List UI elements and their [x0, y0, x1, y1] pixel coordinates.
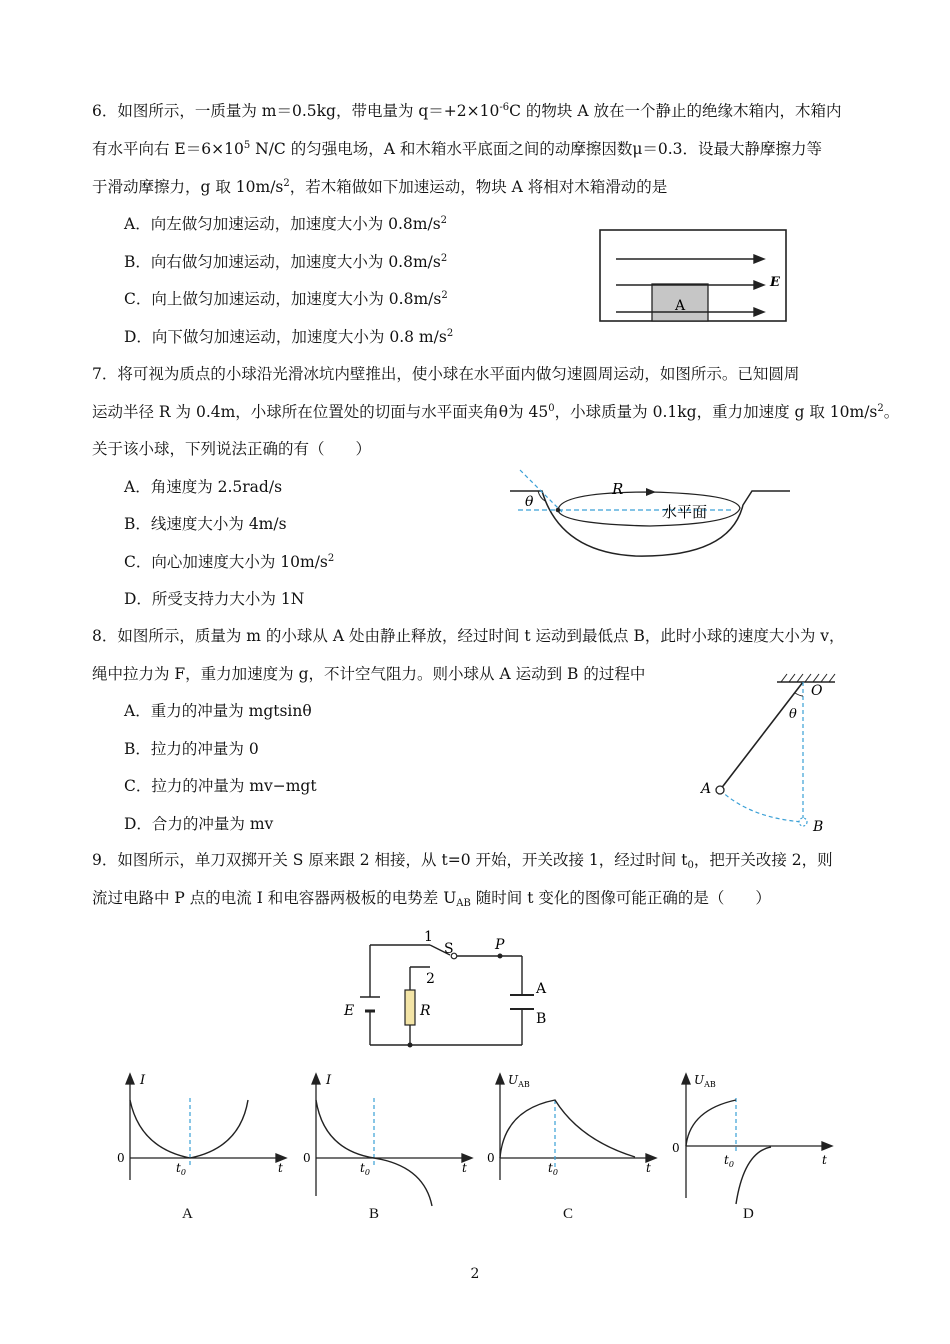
q9-line2: 流过电路中 P 点的电流 I 和电容器两极板的电势差 $U_{AB}$ 随时间 t 变化的图像可能正确的是（ ）: [92, 889, 771, 909]
q8-option-c[interactable]: C．拉力的冲量为 mv−mgt: [124, 777, 317, 795]
graph-c-axes: [496, 1074, 656, 1180]
theta-label: θ: [525, 494, 534, 510]
q6-option-d[interactable]: D．向下做匀加速运动，加速度大小为 0.8 $m/s^2$: [124, 328, 454, 346]
theta-label: θ: [789, 707, 797, 722]
plane-label: 水平面: [662, 503, 708, 521]
contact-1-label: 1: [424, 929, 433, 945]
q8-option-b[interactable]: B．拉力的冲量为 0: [124, 740, 259, 758]
q6-box-figure: [598, 228, 788, 324]
graph-d-xlabel: t: [822, 1153, 827, 1167]
pit-profile: [510, 491, 790, 556]
ceiling-hatch: [781, 674, 835, 682]
ball-a: [716, 786, 724, 794]
emf-label: E: [344, 1003, 355, 1019]
q7-option-a[interactable]: A．角速度为 2.5rad/s: [124, 478, 283, 496]
q6-option-a[interactable]: A．向左做匀加速运动，加速度大小为 $0.8m/s^2$: [124, 215, 448, 233]
q7-option-b[interactable]: B．线速度大小为 4m/s: [124, 515, 287, 533]
q7-line2: 运动半径 R 为 0.4m，小球所在位置处的切面与水平面夹角θ为 $45^0$，小球质量为 0.1kg，重力加速度 g 取 $10m/s^2$。: [92, 403, 900, 421]
graph-a-ylabel: I: [140, 1073, 146, 1088]
a-label: A: [701, 781, 712, 797]
q6-line1: 6．如图所示，一质量为 m＝0.5kg，带电量为 $q=+2\times 10^{-6}C$ 的物块 A 放在一个静止的绝缘木箱内，木箱内: [92, 102, 842, 120]
graph-d-caption: D: [743, 1206, 754, 1222]
block-label: A: [674, 298, 686, 314]
q6-option-c[interactable]: C．向上做匀加速运动，加速度大小为 $0.8m/s^2$: [124, 290, 448, 308]
graph-b-caption: B: [369, 1206, 380, 1222]
plate-b-label: B: [536, 1011, 547, 1027]
graph-d-axes: [682, 1074, 832, 1198]
graph-b-axes: [312, 1074, 472, 1196]
graph-b-t0: $t_0$: [360, 1161, 370, 1177]
orbit-arrow: [646, 488, 656, 496]
radius-label: R: [612, 480, 624, 498]
string: [720, 682, 803, 790]
q8-line1: 8．如图所示，质量为 m 的小球从 A 处由静止释放，经过时间 t 运动到最低点 B，此时小球的速度大小为 v，: [92, 627, 845, 645]
theta-arc: [795, 693, 803, 696]
p-label: P: [495, 937, 505, 953]
graph-d-t0: $t_0$: [724, 1153, 734, 1169]
graph-c-caption: C: [563, 1206, 574, 1222]
q9-line1: 9．如图所示，单刀双掷开关 S 原来跟 2 相接，从 t=0 开始，开关改接 1，经过时间 $t_0$，把开关改接 2，则: [92, 851, 833, 871]
b-label: B: [813, 819, 824, 835]
page-number: 2: [470, 1266, 480, 1282]
graph-a: [110, 1068, 290, 1188]
o-label: O: [811, 683, 823, 699]
graph-a-curve: [130, 1100, 248, 1158]
graph-d-origin: 0: [672, 1141, 680, 1155]
q8-line2: 绳中拉力为 F，重力加速度为 g，不计空气阻力。则小球从 A 运动到 B 的过程中: [92, 665, 646, 683]
graph-b-origin: 0: [303, 1151, 311, 1165]
resistor: [405, 990, 415, 1025]
ball-b: [799, 818, 807, 826]
graph-c: [480, 1068, 660, 1188]
q6-line3: 于滑动摩擦力，g 取 $10m/s^2$，若木箱做如下加速运动，物块 A 将相对木箱滑动的是: [92, 178, 668, 196]
graph-a-caption: A: [182, 1206, 193, 1222]
q8-option-a[interactable]: A．重力的冲量为 mgtsinθ: [124, 702, 312, 720]
q7-line3: 关于该小球，下列说法正确的有（ ）: [92, 440, 372, 458]
graph-c-ylabel: $U_{AB}$: [508, 1073, 530, 1089]
graph-d-discharge-curve: [736, 1147, 771, 1204]
graph-c-xlabel: t: [646, 1161, 651, 1175]
point-p: [498, 954, 503, 959]
graph-c-origin: 0: [487, 1151, 495, 1165]
plate-a-label: A: [536, 981, 547, 997]
graph-d-charge-curve: [686, 1100, 736, 1146]
circuit-wires: [370, 945, 522, 1045]
q7-line1: 7．将可视为质点的小球沿光滑冰坑内壁推出，使小球在水平面内做匀速圆周运动，如图所示。已知圆周: [92, 365, 800, 383]
graph-a-t0: $t_0$: [176, 1161, 186, 1177]
graph-b-ylabel: I: [326, 1073, 332, 1088]
switch-label: S: [444, 941, 454, 957]
ball: [556, 508, 561, 513]
graph-a-xlabel: t: [278, 1161, 283, 1175]
graph-d: [666, 1068, 846, 1208]
field-label: E: [770, 275, 780, 290]
graph-b: [296, 1068, 476, 1208]
contact-2-label: 2: [426, 971, 435, 987]
q7-option-c[interactable]: C．向心加速度大小为 $10m/s^2$: [124, 553, 335, 571]
graph-a-origin: 0: [117, 1151, 125, 1165]
q8-option-d[interactable]: D．合力的冲量为 mv: [124, 815, 274, 833]
orbit-path: [558, 492, 740, 526]
q8-pendulum-figure: [695, 668, 845, 838]
q6-line2: 有水平向右 $E=6\times 10^5$ N/C 的匀强电场，A 和木箱水平底面之间的动摩擦因数μ＝0.3．设最大静摩擦力等: [92, 140, 823, 158]
resistor-label: R: [420, 1003, 431, 1019]
graph-d-ylabel: $U_{AB}$: [694, 1073, 716, 1089]
junction: [408, 1043, 413, 1048]
q6-option-b[interactable]: B．向右做匀加速运动，加速度大小为 $0.8m/s^2$: [124, 253, 448, 271]
q9-circuit-figure: [330, 925, 570, 1055]
graph-b-xlabel: t: [462, 1161, 467, 1175]
graph-a-axes: [126, 1074, 286, 1180]
graph-c-curve: [500, 1100, 635, 1158]
q7-option-d[interactable]: D．所受支持力大小为 1N: [124, 590, 305, 608]
q7-ice-pit-figure: [500, 470, 800, 570]
swing-arc: [720, 790, 803, 822]
graph-c-t0: $t_0$: [548, 1161, 558, 1177]
